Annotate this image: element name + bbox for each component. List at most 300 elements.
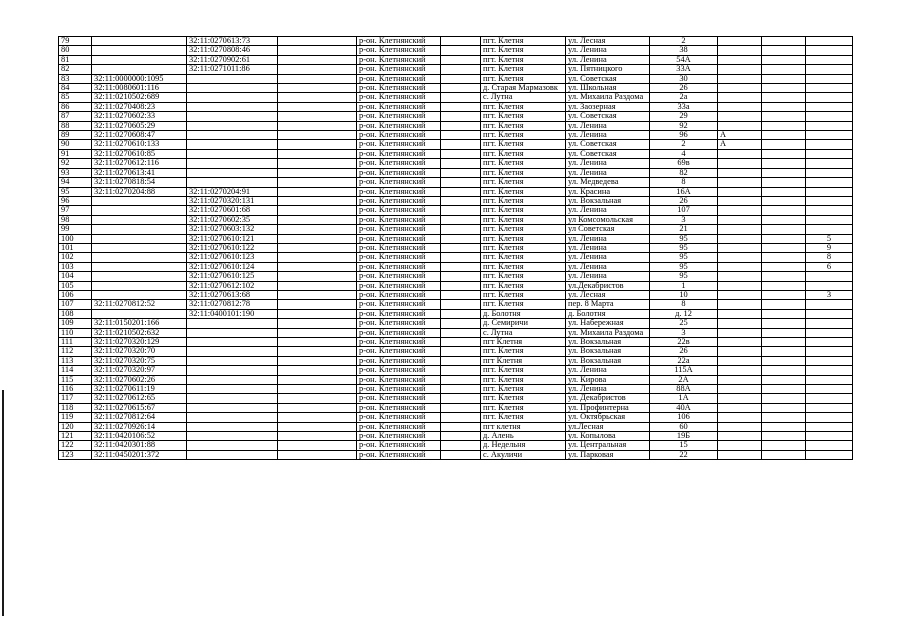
- alt-cadastral-number: [187, 338, 278, 347]
- row-number: 116: [59, 385, 92, 394]
- district-cell: р-он. Клетнянский: [357, 65, 441, 74]
- extra-cell: [278, 422, 357, 431]
- cadastral-number: 32:11:0270408:23: [92, 102, 187, 111]
- locality-cell: пгт. Клетня: [481, 215, 566, 224]
- house-number-cell: 115А: [650, 366, 718, 375]
- locality-cell: д. Семиричи: [481, 319, 566, 328]
- table-row: [59, 46, 853, 55]
- apartment-cell: [806, 84, 853, 93]
- blank-cell: [441, 338, 481, 347]
- letter-cell: [718, 450, 762, 459]
- cadastral-number: [92, 215, 187, 224]
- row-number: 109: [59, 319, 92, 328]
- alt-cadastral-number: [187, 319, 278, 328]
- locality-cell: пгт. Клетня: [481, 403, 566, 412]
- building-cell: [762, 300, 806, 309]
- blank-cell: [441, 225, 481, 234]
- street-cell: ул. Ленина: [566, 262, 650, 271]
- locality-cell: пгт. Клетня: [481, 366, 566, 375]
- letter-cell: [718, 319, 762, 328]
- table-row: [59, 328, 853, 337]
- row-number: 114: [59, 366, 92, 375]
- locality-cell: пгт. Клетня: [481, 300, 566, 309]
- building-cell: [762, 394, 806, 403]
- row-number: 117: [59, 394, 92, 403]
- locality-cell: пгт. Клетня: [481, 413, 566, 422]
- table-row: [59, 253, 853, 262]
- extra-cell: [278, 319, 357, 328]
- cadastral-number: [92, 46, 187, 55]
- district-cell: р-он. Клетнянский: [357, 112, 441, 121]
- building-cell: [762, 168, 806, 177]
- house-number-cell: 10: [650, 290, 718, 299]
- street-cell: ул. Михаила Раздома: [566, 93, 650, 102]
- blank-cell: [441, 272, 481, 281]
- house-number-cell: 26: [650, 84, 718, 93]
- locality-cell: пгт. Клетня: [481, 168, 566, 177]
- building-cell: [762, 37, 806, 46]
- apartment-cell: [806, 403, 853, 412]
- blank-cell: [441, 93, 481, 102]
- house-number-cell: 22в: [650, 338, 718, 347]
- letter-cell: [718, 206, 762, 215]
- extra-cell: [278, 394, 357, 403]
- street-cell: ул. Школьная: [566, 84, 650, 93]
- apartment-cell: [806, 112, 853, 121]
- district-cell: р-он. Клетнянский: [357, 140, 441, 149]
- blank-cell: [441, 262, 481, 271]
- row-number: 111: [59, 338, 92, 347]
- letter-cell: [718, 422, 762, 431]
- district-cell: р-он. Клетнянский: [357, 178, 441, 187]
- locality-cell: пгт. Клетня: [481, 253, 566, 262]
- apartment-cell: [806, 131, 853, 140]
- locality-cell: д. Старая Мармазовк: [481, 84, 566, 93]
- table-row: [59, 149, 853, 158]
- apartment-cell: [806, 74, 853, 83]
- apartment-cell: [806, 65, 853, 74]
- house-number-cell: 2: [650, 140, 718, 149]
- table-row: [59, 413, 853, 422]
- district-cell: р-он. Клетнянский: [357, 234, 441, 243]
- blank-cell: [441, 215, 481, 224]
- alt-cadastral-number: 32:11:0400101:190: [187, 309, 278, 318]
- district-cell: р-он. Клетнянский: [357, 55, 441, 64]
- house-number-cell: 69в: [650, 159, 718, 168]
- table-row: [59, 394, 853, 403]
- district-cell: р-он. Клетнянский: [357, 272, 441, 281]
- house-number-cell: 22: [650, 450, 718, 459]
- cadastral-number: [92, 55, 187, 64]
- table-row: [59, 187, 853, 196]
- cadastral-number: 32:11:0270812:64: [92, 413, 187, 422]
- extra-cell: [278, 450, 357, 459]
- house-number-cell: 26: [650, 347, 718, 356]
- table-row: [59, 178, 853, 187]
- street-cell: ул. Ленина: [566, 272, 650, 281]
- alt-cadastral-number: [187, 375, 278, 384]
- alt-cadastral-number: 32:11:0270610:123: [187, 253, 278, 262]
- table-row: [59, 356, 853, 365]
- district-cell: р-он. Клетнянский: [357, 356, 441, 365]
- table-row: [59, 450, 853, 459]
- cadastral-number: [92, 234, 187, 243]
- letter-cell: [718, 385, 762, 394]
- cadastral-number: 32:11:0270320:70: [92, 347, 187, 356]
- letter-cell: [718, 253, 762, 262]
- blank-cell: [441, 385, 481, 394]
- alt-cadastral-number: [187, 140, 278, 149]
- letter-cell: [718, 309, 762, 318]
- building-cell: [762, 281, 806, 290]
- cadastral-number: [92, 37, 187, 46]
- row-number: 90: [59, 140, 92, 149]
- letter-cell: [718, 272, 762, 281]
- blank-cell: [441, 403, 481, 412]
- blank-cell: [441, 159, 481, 168]
- letter-cell: [718, 65, 762, 74]
- building-cell: [762, 206, 806, 215]
- letter-cell: [718, 121, 762, 130]
- extra-cell: [278, 338, 357, 347]
- apartment-cell: [806, 450, 853, 459]
- letter-cell: [718, 375, 762, 384]
- district-cell: р-он. Клетнянский: [357, 196, 441, 205]
- extra-cell: [278, 206, 357, 215]
- locality-cell: пгт. Клетня: [481, 385, 566, 394]
- alt-cadastral-number: [187, 102, 278, 111]
- locality-cell: д. Недельня: [481, 441, 566, 450]
- district-cell: р-он. Клетнянский: [357, 93, 441, 102]
- table-row: [59, 93, 853, 102]
- street-cell: ул. Ленина: [566, 243, 650, 252]
- locality-cell: пгт. Клетня: [481, 149, 566, 158]
- row-number: 105: [59, 281, 92, 290]
- letter-cell: [718, 74, 762, 83]
- letter-cell: [718, 338, 762, 347]
- locality-cell: пгт. Клетня: [481, 140, 566, 149]
- extra-cell: [278, 149, 357, 158]
- extra-cell: [278, 243, 357, 252]
- table-row: [59, 102, 853, 111]
- blank-cell: [441, 46, 481, 55]
- cadastral-number: [92, 309, 187, 318]
- blank-cell: [441, 366, 481, 375]
- street-cell: ул. Парковая: [566, 450, 650, 459]
- street-cell: ул. Копылова: [566, 432, 650, 441]
- table-row: [59, 338, 853, 347]
- building-cell: [762, 65, 806, 74]
- table-row: [59, 74, 853, 83]
- street-cell: ул. Вокзальная: [566, 196, 650, 205]
- row-number: 88: [59, 121, 92, 130]
- letter-cell: [718, 281, 762, 290]
- alt-cadastral-number: 32:11:0270612:102: [187, 281, 278, 290]
- alt-cadastral-number: [187, 112, 278, 121]
- locality-cell: пгт. Клетня: [481, 187, 566, 196]
- apartment-cell: [806, 281, 853, 290]
- extra-cell: [278, 37, 357, 46]
- district-cell: р-он. Клетнянский: [357, 84, 441, 93]
- letter-cell: А: [718, 140, 762, 149]
- locality-cell: пгт. Клетня: [481, 206, 566, 215]
- cadastral-number: 32:11:0270812:52: [92, 300, 187, 309]
- district-cell: р-он. Клетнянский: [357, 413, 441, 422]
- row-number: 108: [59, 309, 92, 318]
- alt-cadastral-number: [187, 385, 278, 394]
- district-cell: р-он. Клетнянский: [357, 121, 441, 130]
- alt-cadastral-number: [187, 450, 278, 459]
- row-number: 79: [59, 37, 92, 46]
- building-cell: [762, 112, 806, 121]
- street-cell: ул. Ленина: [566, 46, 650, 55]
- letter-cell: [718, 413, 762, 422]
- locality-cell: с. Лутна: [481, 328, 566, 337]
- cadastral-number: 32:11:0270615:67: [92, 403, 187, 412]
- district-cell: р-он. Клетнянский: [357, 225, 441, 234]
- street-cell: ул. Ленина: [566, 385, 650, 394]
- street-cell: ул. Советская: [566, 74, 650, 83]
- letter-cell: [718, 432, 762, 441]
- row-number: 112: [59, 347, 92, 356]
- alt-cadastral-number: [187, 441, 278, 450]
- street-cell: ул. Набережная: [566, 319, 650, 328]
- blank-cell: [441, 168, 481, 177]
- letter-cell: [718, 93, 762, 102]
- house-number-cell: 2: [650, 37, 718, 46]
- cadastral-number: 32:11:0210502:689: [92, 93, 187, 102]
- apartment-cell: [806, 432, 853, 441]
- blank-cell: [441, 187, 481, 196]
- alt-cadastral-number: [187, 93, 278, 102]
- street-cell: ул Комсомольская: [566, 215, 650, 224]
- extra-cell: [278, 65, 357, 74]
- locality-cell: д. Алень: [481, 432, 566, 441]
- alt-cadastral-number: 32:11:0270601:68: [187, 206, 278, 215]
- building-cell: [762, 121, 806, 130]
- locality-cell: пгт. Клетня: [481, 272, 566, 281]
- table-row: [59, 243, 853, 252]
- extra-cell: [278, 385, 357, 394]
- apartment-cell: 5: [806, 234, 853, 243]
- blank-cell: [441, 37, 481, 46]
- extra-cell: [278, 112, 357, 121]
- extra-cell: [278, 356, 357, 365]
- blank-cell: [441, 65, 481, 74]
- building-cell: [762, 253, 806, 262]
- building-cell: [762, 347, 806, 356]
- building-cell: [762, 149, 806, 158]
- alt-cadastral-number: [187, 356, 278, 365]
- locality-cell: пгт. Клетня: [481, 243, 566, 252]
- alt-cadastral-number: [187, 366, 278, 375]
- row-number: 123: [59, 450, 92, 459]
- letter-cell: [718, 159, 762, 168]
- cadastral-number: [92, 65, 187, 74]
- house-number-cell: 1: [650, 281, 718, 290]
- table-row: [59, 55, 853, 64]
- blank-cell: [441, 375, 481, 384]
- street-cell: ул. Советская: [566, 112, 650, 121]
- building-cell: [762, 234, 806, 243]
- extra-cell: [278, 432, 357, 441]
- house-number-cell: 19Б: [650, 432, 718, 441]
- row-number: 91: [59, 149, 92, 158]
- cadastral-number: 32:11:0270605:29: [92, 121, 187, 130]
- street-cell: д. Болотня: [566, 309, 650, 318]
- table-row: [59, 112, 853, 121]
- letter-cell: [718, 243, 762, 252]
- blank-cell: [441, 309, 481, 318]
- table-row: [59, 272, 853, 281]
- house-number-cell: 95: [650, 272, 718, 281]
- row-number: 92: [59, 159, 92, 168]
- locality-cell: пгт Клетня: [481, 356, 566, 365]
- cadastral-number: 32:11:0270611:19: [92, 385, 187, 394]
- apartment-cell: 6: [806, 262, 853, 271]
- district-cell: р-он. Клетнянский: [357, 366, 441, 375]
- row-number: 85: [59, 93, 92, 102]
- apartment-cell: 3: [806, 290, 853, 299]
- apartment-cell: [806, 300, 853, 309]
- letter-cell: [718, 394, 762, 403]
- blank-cell: [441, 131, 481, 140]
- alt-cadastral-number: [187, 168, 278, 177]
- district-cell: р-он. Клетнянский: [357, 441, 441, 450]
- house-number-cell: 82: [650, 168, 718, 177]
- cadastral-number: 32:11:0000000:1095: [92, 74, 187, 83]
- apartment-cell: [806, 140, 853, 149]
- cadastral-number: [92, 272, 187, 281]
- building-cell: [762, 84, 806, 93]
- cadastral-number: [92, 225, 187, 234]
- extra-cell: [278, 366, 357, 375]
- locality-cell: пгт. Клетня: [481, 37, 566, 46]
- alt-cadastral-number: 32:11:0270610:124: [187, 262, 278, 271]
- blank-cell: [441, 243, 481, 252]
- row-number: 80: [59, 46, 92, 55]
- street-cell: ул. Ленина: [566, 253, 650, 262]
- extra-cell: [278, 74, 357, 83]
- blank-cell: [441, 356, 481, 365]
- street-cell: пер. 8 Марта: [566, 300, 650, 309]
- locality-cell: пгт. Клетня: [481, 65, 566, 74]
- district-cell: р-он. Клетнянский: [357, 215, 441, 224]
- blank-cell: [441, 140, 481, 149]
- building-cell: [762, 140, 806, 149]
- table-row: [59, 441, 853, 450]
- apartment-cell: [806, 37, 853, 46]
- table-row: [59, 196, 853, 205]
- cadastral-number: [92, 243, 187, 252]
- locality-cell: пгт. Клетня: [481, 74, 566, 83]
- apartment-cell: [806, 375, 853, 384]
- locality-cell: пгт. Клетня: [481, 159, 566, 168]
- apartment-cell: [806, 178, 853, 187]
- letter-cell: [718, 55, 762, 64]
- registry-table: [58, 36, 853, 460]
- apartment-cell: [806, 55, 853, 64]
- district-cell: р-он. Клетнянский: [357, 338, 441, 347]
- cadastral-number: 32:11:0270613:41: [92, 168, 187, 177]
- blank-cell: [441, 347, 481, 356]
- cadastral-number: 32:11:0270608:47: [92, 131, 187, 140]
- alt-cadastral-number: 32:11:0270602:35: [187, 215, 278, 224]
- district-cell: р-он. Клетнянский: [357, 206, 441, 215]
- house-number-cell: 92: [650, 121, 718, 130]
- house-number-cell: 54А: [650, 55, 718, 64]
- street-cell: ул. Вокзальная: [566, 347, 650, 356]
- street-cell: ул. Заозерная: [566, 102, 650, 111]
- blank-cell: [441, 84, 481, 93]
- house-number-cell: 26: [650, 196, 718, 205]
- row-number: 102: [59, 253, 92, 262]
- letter-cell: [718, 290, 762, 299]
- alt-cadastral-number: [187, 403, 278, 412]
- blank-cell: [441, 432, 481, 441]
- row-number: 110: [59, 328, 92, 337]
- letter-cell: [718, 441, 762, 450]
- letter-cell: [718, 37, 762, 46]
- locality-cell: с. Акуличи: [481, 450, 566, 459]
- table-row: [59, 37, 853, 46]
- district-cell: р-он. Клетнянский: [357, 281, 441, 290]
- house-number-cell: 40А: [650, 403, 718, 412]
- cadastral-number: [92, 206, 187, 215]
- building-cell: [762, 243, 806, 252]
- district-cell: р-он. Клетнянский: [357, 290, 441, 299]
- scan-edge-mark: [2, 390, 4, 616]
- district-cell: р-он. Клетнянский: [357, 347, 441, 356]
- house-number-cell: 88А: [650, 385, 718, 394]
- extra-cell: [278, 121, 357, 130]
- cadastral-number: 32:11:0270602:26: [92, 375, 187, 384]
- house-number-cell: 25: [650, 319, 718, 328]
- blank-cell: [441, 441, 481, 450]
- table-row: [59, 206, 853, 215]
- cadastral-number: 32:11:0270610:85: [92, 149, 187, 158]
- extra-cell: [278, 290, 357, 299]
- apartment-cell: [806, 394, 853, 403]
- blank-cell: [441, 112, 481, 121]
- apartment-cell: [806, 338, 853, 347]
- building-cell: [762, 375, 806, 384]
- alt-cadastral-number: 32:11:0270613:68: [187, 290, 278, 299]
- extra-cell: [278, 102, 357, 111]
- blank-cell: [441, 422, 481, 431]
- locality-cell: пгт. Клетня: [481, 178, 566, 187]
- district-cell: р-он. Клетнянский: [357, 300, 441, 309]
- building-cell: [762, 93, 806, 102]
- district-cell: р-он. Клетнянский: [357, 37, 441, 46]
- table-body: [59, 37, 853, 460]
- extra-cell: [278, 347, 357, 356]
- row-number: 100: [59, 234, 92, 243]
- letter-cell: [718, 356, 762, 365]
- cadastral-number: 32:11:0270610:133: [92, 140, 187, 149]
- house-number-cell: 8: [650, 300, 718, 309]
- district-cell: р-он. Клетнянский: [357, 394, 441, 403]
- extra-cell: [278, 281, 357, 290]
- blank-cell: [441, 290, 481, 299]
- row-number: 87: [59, 112, 92, 121]
- table-row: [59, 131, 853, 140]
- letter-cell: [718, 196, 762, 205]
- table-row: [59, 168, 853, 177]
- apartment-cell: [806, 149, 853, 158]
- building-cell: [762, 319, 806, 328]
- building-cell: [762, 262, 806, 271]
